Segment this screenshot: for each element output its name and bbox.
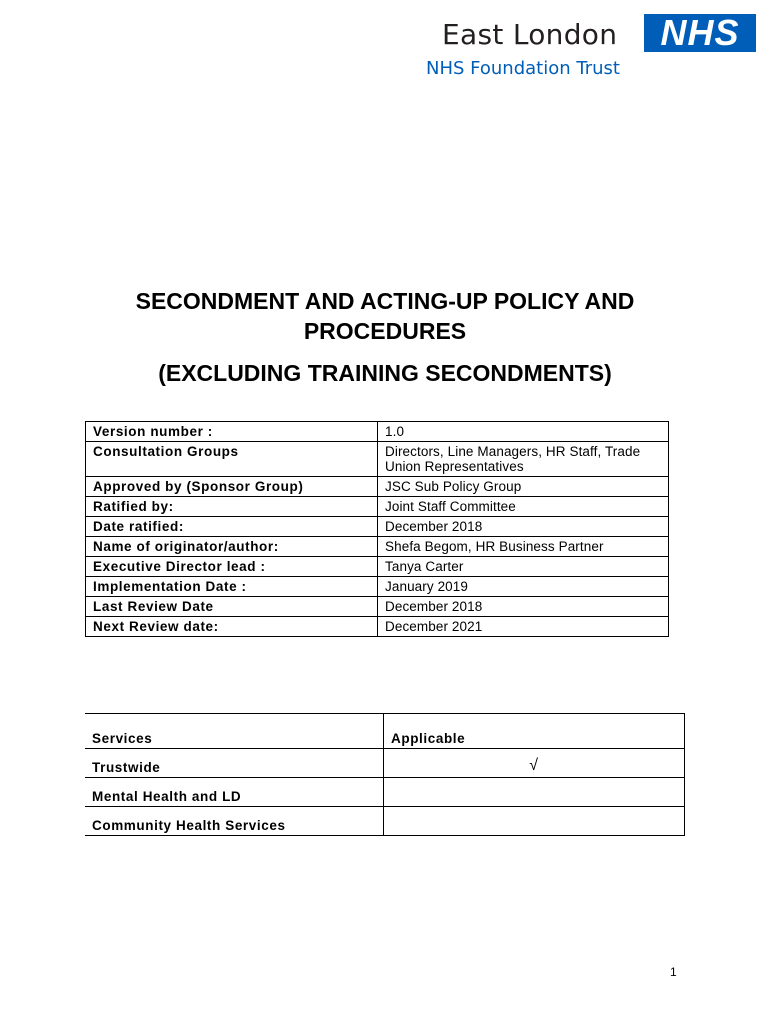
document-info-table <box>85 421 669 637</box>
table-row <box>85 778 685 807</box>
info-label: Name of originator/author: <box>86 537 378 557</box>
table-row <box>86 557 669 577</box>
info-label: Next Review date: <box>86 617 378 637</box>
table-row <box>86 442 669 477</box>
service-name: Community Health Services <box>85 807 384 836</box>
service-name: Trustwide <box>85 749 384 778</box>
info-label: Approved by (Sponsor Group) <box>86 477 378 497</box>
info-value: December 2018 <box>378 517 669 537</box>
table-row <box>85 749 685 778</box>
table-row <box>86 517 669 537</box>
service-name: Mental Health and LD <box>85 778 384 807</box>
info-value: Tanya Carter <box>378 557 669 577</box>
services-table <box>85 713 685 836</box>
info-label: Implementation Date : <box>86 577 378 597</box>
services-header: Services <box>85 714 384 749</box>
table-row <box>86 497 669 517</box>
table-row <box>86 422 669 442</box>
info-label: Ratified by: <box>86 497 378 517</box>
logo-org-name: East London <box>442 18 618 51</box>
info-value: January 2019 <box>378 577 669 597</box>
checkmark-icon: √ <box>384 749 685 778</box>
info-value: Joint Staff Committee <box>378 497 669 517</box>
applicable-header: Applicable <box>384 714 685 749</box>
table-row <box>86 617 669 637</box>
info-value: Directors, Line Managers, HR Staff, Trade Union Representatives <box>378 442 669 477</box>
table-row <box>85 807 685 836</box>
info-value: JSC Sub Policy Group <box>378 477 669 497</box>
document-subtitle: (EXCLUDING TRAINING SECONDMENTS) <box>158 360 612 386</box>
table-row <box>86 477 669 497</box>
info-value: December 2018 <box>378 597 669 617</box>
info-label: Version number : <box>86 422 378 442</box>
table-row <box>86 597 669 617</box>
info-label: Consultation Groups <box>86 442 378 477</box>
info-label: Executive Director lead : <box>86 557 378 577</box>
service-applicable-cell <box>384 778 685 807</box>
page-number: 1 <box>670 965 677 979</box>
table-row <box>86 537 669 557</box>
table-row <box>86 577 669 597</box>
info-value: December 2021 <box>378 617 669 637</box>
document-title <box>0 286 770 388</box>
service-applicable-cell <box>384 807 685 836</box>
info-label: Last Review Date <box>86 597 378 617</box>
logo-trust-name: NHS Foundation Trust <box>426 58 620 79</box>
nhs-badge: NHS <box>644 14 756 52</box>
title-line-2: PROCEDURES <box>303 318 467 344</box>
services-header-row <box>85 714 685 749</box>
info-value: 1.0 <box>378 422 669 442</box>
trust-logo <box>396 12 756 82</box>
info-label: Date ratified: <box>86 517 378 537</box>
title-line-1: SECONDMENT AND ACTING-UP POLICY AND <box>135 288 635 314</box>
info-value: Shefa Begom, HR Business Partner <box>378 537 669 557</box>
